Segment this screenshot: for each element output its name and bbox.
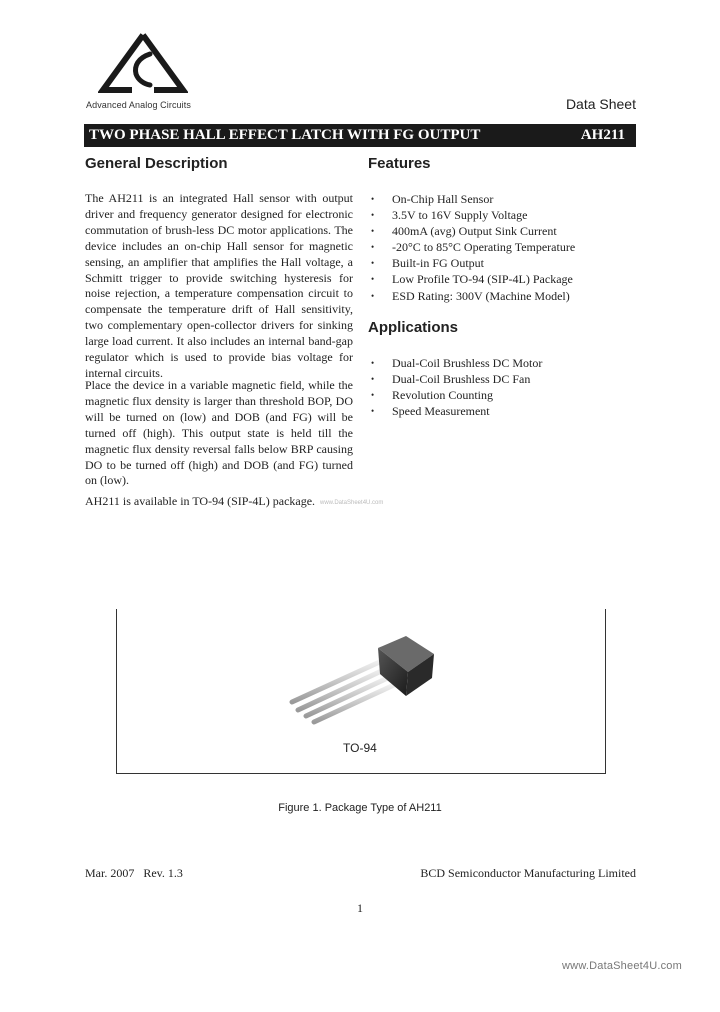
figure-caption: Figure 1. Package Type of AH211 [278,802,442,814]
list-item: • Built-in FG Output [371,256,485,271]
list-item: • ESD Rating: 300V (Machine Model) [371,288,570,303]
list-item: • Revolution Counting [371,388,494,403]
general-description-heading: General Description [85,155,228,172]
bullet-icon: • [371,194,375,204]
applications-list [371,355,543,419]
footer-date-revision: Mar. 2007 Rev. 1.3 [85,866,183,880]
watermark-text: www.DataSheet4U.com [320,500,384,506]
bullet-icon: • [371,242,375,253]
list-item: • 400mA (avg) Output Sink Current [371,224,557,239]
bullet-icon: • [371,226,375,237]
list-item: • Speed Measurement [371,404,490,419]
bullet-icon: • [371,374,375,385]
description-paragraph-3: AH211 is available in TO-94 (SIP-4L) package. [85,494,316,508]
list-item: • 3.5V to 16V Supply Voltage [371,208,528,223]
list-item: • Low Profile TO-94 (SIP-4L) Package [371,272,573,287]
bullet-icon: • [371,358,375,368]
list-item: • On-Chip Hall Sensor [371,192,494,206]
bullet-icon: • [371,258,375,269]
doc-type-label: Data Sheet [565,96,636,112]
title-bar [84,124,636,147]
description-paragraph-2: Place the device in a variable magnetic field, while the magnetic flux density is larger than threshold BOP, DO will be turned on (low) and DOB (and FG) will be turned off (high). This output state is held till the magnetic flux density reversal falls below BRP causing DO to be turned off (high) and DOB (and FG) turned on (low). [85,378,353,488]
bullet-icon: • [371,274,375,285]
company-name: Advanced Analog Circuits [86,100,191,110]
bullet-icon: • [371,210,375,221]
list-item: • Dual-Coil Brushless DC Motor [371,356,543,370]
description-paragraph-1: The AH211 is an integrated Hall sensor with output driver and frequency generator designed for electronic commutation of brush-less DC motor applications. The device includes an on-chip Hall sensor for magnetic sensing, an amplifier that amplifies the Hall voltage, a Schmitt trigger to provide switching hysteresis for noise rejection, a temperature compensation circuit to compensate the temperature drift of Hall sensitivity, two complementary open-collector drivers for sinking large load current. It also includes an internal band-gap regulator which is used to provide bias voltage for internal circuits. [85,191,353,380]
features-heading: Features [368,155,431,172]
page-number: 1 [357,901,363,915]
list-item: • -20°C to 85°C Operating Temperature [371,240,576,255]
to94-package-image [288,634,438,726]
part-number: AH211 [580,127,625,143]
package-label: TO-94 [343,741,377,755]
bullet-icon: • [371,290,375,301]
features-list [371,191,576,304]
applications-heading: Applications [368,319,459,336]
document-title: TWO PHASE HALL EFFECT LATCH WITH FG OUTPUT [89,127,481,143]
bullet-icon: • [371,390,375,401]
list-item: • Dual-Coil Brushless DC Fan [371,372,531,387]
bullet-icon: • [371,406,375,417]
footer-watermark: www.DataSheet4U.com [562,960,682,972]
company-logo [98,32,188,96]
footer-company: BCD Semiconductor Manufacturing Limited [420,866,636,880]
